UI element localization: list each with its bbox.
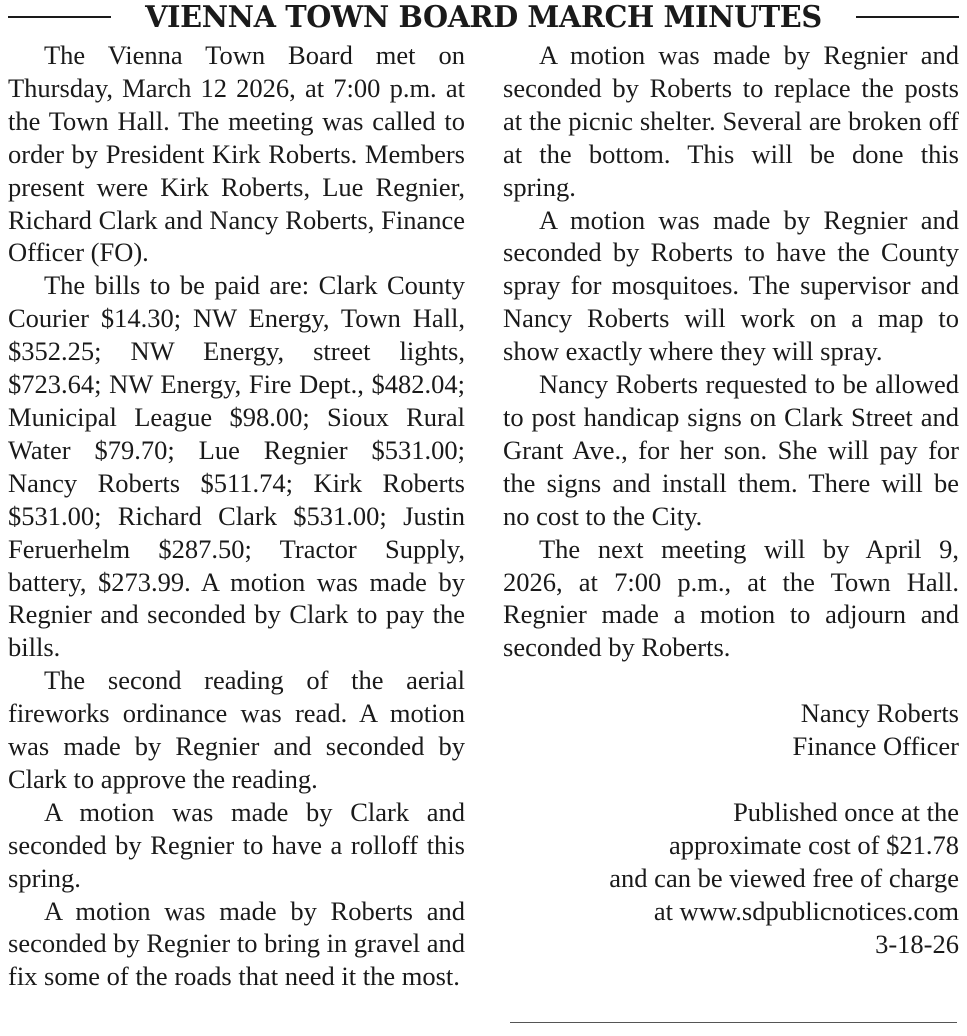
- headline-rule-left: [8, 16, 111, 18]
- notice-headline: VIENNA TOWN BOARD MARCH MINUTES: [145, 0, 822, 35]
- publication-line-4: at www.sdpublicnotices.com: [653, 895, 959, 926]
- signature-title: Finance Officer: [792, 731, 959, 762]
- paragraph-bills: The bills to be paid are: Clark County Courier $14.30; NW Energy, Town Hall, $352.25; NW Energy, street lights, $723.64; NW Energy, Fire Dept., $482.04; Municipal League $98.00; Sioux Rural Water $79.70; Lue Regnier $531.00; Nancy Roberts $511.74; Kirk Roberts $531.00; Richard Clark $531.00; Justin Feruerhelm $287.50; Tractor Supply, battery, $273.99. A motion was made by Regnier and seconded by Clark to pay the bills.: [8, 270, 465, 663]
- signature-name: Nancy Roberts: [800, 698, 959, 729]
- paragraph-next-meeting: The next meeting will by April 9, 2026, at 7:00 p.m., at the Town Hall. Regnier made a motion to adjourn and seconded by Roberts.: [503, 533, 959, 663]
- publication-line-1: Published once at the: [733, 797, 959, 828]
- paragraph-gravel: A motion was made by Roberts and seconded by Regnier to bring in gravel and fix some of the roads that need it the most.: [8, 895, 465, 992]
- paragraph-mosquito-spray: A motion was made by Regnier and seconded by Roberts to have the County spray for mosquitoes. The supervisor and Nancy Roberts will work on a map to show exactly where they will spray.: [503, 204, 959, 367]
- right-column: [503, 39, 959, 961]
- paragraph-picnic-shelter: A motion was made by Regnier and seconded by Roberts to replace the posts at the picnic shelter. Several are broken off at the bottom. This will be done this spring.: [503, 40, 959, 202]
- headline-bar: [0, 0, 967, 36]
- publication-notice: [503, 796, 959, 961]
- signature-block: [503, 697, 959, 763]
- publication-line-2: approximate cost of $21.78: [669, 829, 959, 860]
- paragraph-fireworks-ordinance: The second reading of the aerial fireworks ordinance was read. A motion was made by Regnier and seconded by Clark to approve the reading.: [8, 665, 465, 794]
- headline-rule-right: [856, 16, 959, 18]
- paragraph-rolloff: A motion was made by Clark and seconded by Regnier to have a rolloff this spring.: [8, 796, 465, 893]
- publication-date: 3-18-26: [875, 928, 959, 959]
- publication-line-3: and can be viewed free of charge: [609, 862, 959, 893]
- left-column: [8, 39, 465, 993]
- paragraph-meeting-opening: The Vienna Town Board met on Thursday, March 12 2026, at 7:00 p.m. at the Town Hall. The meeting was called to order by President Kirk Roberts. Members present were Kirk Roberts, Lue Regnier, Richard Clark and Nancy Roberts, Finance Officer (FO).: [8, 40, 465, 268]
- paragraph-handicap-signs: Nancy Roberts requested to be allowed to post handicap signs on Clark Street and Grant Ave., for her son. She will pay for the signs and install them. There will be no cost to the City.: [503, 369, 959, 531]
- bottom-rule: [510, 1022, 957, 1023]
